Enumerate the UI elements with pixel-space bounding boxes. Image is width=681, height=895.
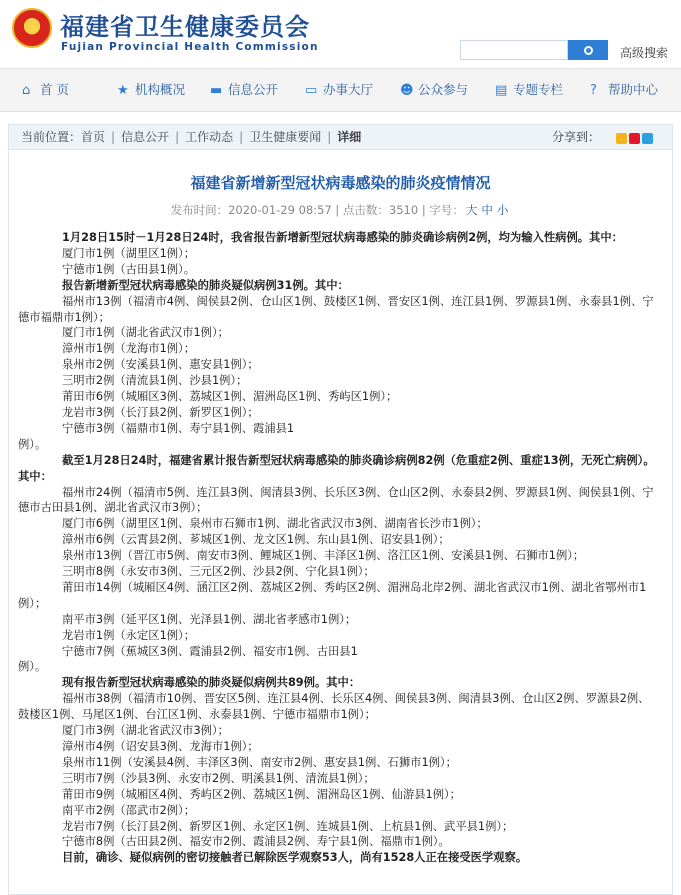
article-paragraph: 莆田市9例（城厢区4例、秀屿区2例、荔城区1例、湄洲岛区1例、仙游县1例）；: [62, 787, 461, 801]
article-paragraph: 三明市2例（清流县1例、沙县1例）；: [62, 374, 248, 388]
article-paragraph: 漳州市4例（诏安县3例、龙海市1例）；: [62, 740, 259, 753]
article-paragraph: 福州市24例（福清市5例、连江县3例、闽清县3例、长乐区3例、仓山区2例、永泰县2例、罗源县1例、闽侯县1例、宁德市古田县1例、湖北省武汉市3例）；: [18, 485, 654, 515]
site-header: [0, 0, 681, 68]
article-paragraph: 宁德市3例（福鼎市1例、寿宁县1例、霞浦县1: [62, 421, 295, 435]
article-paragraph: 泉州市13例（晋江市5例、南安市3例、鲤城区1例、丰泽区1例、洛江区1例、安溪县1例、石狮市1例）；: [62, 549, 585, 563]
article-paragraph: 福州市13例（福清市4例、闽侯县2例、仓山区1例、鼓楼区1例、晋安区1例、连江县1例、罗源县1例、永泰县1例、宁德市福鼎市1例）；: [18, 294, 654, 324]
article-paragraph: 宁德市1例（古田县1例）。: [62, 262, 195, 276]
share-label: 分享到：: [552, 130, 601, 144]
article-paragraph: 泉州市11例（安溪县4例、丰泽区3例、南安市2例、惠安县1例、石狮市1例）；: [62, 755, 457, 769]
breadcrumb-current: 详细: [337, 130, 362, 144]
article-paragraph: 龙岩市3例（长汀县2例、新罗区1例）；: [62, 405, 259, 419]
article-paragraph: 1月28日15时－1月28日24时，我省报告新增新型冠状病毒感染的肺炎确诊病例2例，均为输入性病例。其中：: [62, 231, 623, 244]
advanced-search-link[interactable]: 高级搜索: [620, 46, 669, 60]
search-button[interactable]: [568, 40, 608, 60]
folder-icon: ▬: [210, 83, 223, 98]
monitor-icon: ▭: [305, 83, 318, 98]
nav-item-help[interactable]: ? 帮助中心: [590, 69, 658, 111]
article-paragraph: 南平市3例（延平区1例、光泽县1例、湖北省孝感市1例）；: [62, 612, 357, 626]
breadcrumb-work[interactable]: 工作动态: [185, 130, 234, 144]
star-icon: ★: [117, 83, 129, 98]
article-paragraph: 厦门市1例（湖里区1例）；: [62, 246, 195, 260]
article-body: [18, 230, 658, 866]
article-meta: 发布时间：2020-01-29 08:57 | 点击数：3510 | 字号： 大 中 小: [170, 203, 509, 217]
site-title[interactable]: 福建省卫生健康委员会: [60, 13, 310, 41]
publish-date: 2020-01-29 08:57: [228, 203, 332, 217]
breadcrumb-home[interactable]: 首页: [81, 130, 106, 144]
nav-item-topics[interactable]: ▤ 专题专栏: [495, 69, 563, 111]
nav-item-info[interactable]: ▬ 信息公开: [210, 69, 278, 111]
breadcrumb-info[interactable]: 信息公开: [121, 130, 170, 144]
weibo-share-icon[interactable]: [629, 133, 640, 144]
article-paragraph: 例）。: [18, 660, 47, 674]
article-paragraph: 龙岩市7例（长汀县2例、新罗区1例、永定区1例、连城县1例、上杭县1例、武平县1例）；: [62, 819, 514, 833]
article-paragraph: 厦门市3例（湖北省武汉市3例）；: [62, 724, 229, 738]
nav-item-org[interactable]: ★ 机构概况: [117, 69, 185, 111]
article-paragraph: 截至1月28日24时，福建省累计报告新型冠状病毒感染的肺炎确诊病例82例（危重症2例、重症13例，无死亡病例）。其中：: [18, 453, 655, 483]
article-paragraph: 目前，确诊、疑似病例的密切接触者已解除医学观察53人，尚有1528人正在接受医学观察。: [62, 851, 528, 865]
font-size-large[interactable]: 大: [465, 203, 478, 217]
article-paragraph: 漳州市1例（龙海市1例）；: [62, 342, 195, 356]
article-paragraph: 宁德市8例（古田县2例、福安市2例、霞浦县2例、寿宁县1例、福鼎市1例）。: [62, 835, 450, 849]
article-paragraph: 厦门市6例（湖里区1例、泉州市石狮市1例、湖北省武汉市3例、湖南省长沙市1例）；: [62, 517, 488, 531]
qzone-share-icon[interactable]: [616, 133, 627, 144]
book-icon: ▤: [495, 83, 508, 98]
article-paragraph: 福州市38例（福清市10例、晋安区5例、连江县4例、长乐区4例、闽侯县3例、闽清县3例、仓山区2例、罗源县2例、鼓楼区1例、马尾区1例、台江区1例、永泰县1例、宁德市福鼎市1例）；: [18, 692, 650, 722]
article-paragraph: 三明市8例（永安市3例、三元区2例、沙县2例、宁化县1例）；: [62, 565, 375, 579]
article-paragraph: 报告新增新型冠状病毒感染的肺炎疑似病例31例。其中：: [62, 278, 349, 292]
breadcrumb: 当前位置：首页 | 信息公开 | 工作动态 | 卫生健康要闻 | 详细: [8, 124, 673, 150]
nav-item-home[interactable]: ⌂ 首 页: [22, 69, 69, 111]
article-paragraph: 现有报告新型冠状病毒感染的肺炎疑似病例共89例。其中：: [62, 676, 361, 690]
home-icon: ⌂: [22, 83, 31, 98]
breadcrumb-news[interactable]: 卫生健康要闻: [249, 130, 322, 144]
share-icons: [616, 129, 655, 148]
article-paragraph: 龙岩市1例（永定区1例）；: [62, 628, 195, 642]
article-paragraph: 泉州市2例（安溪县1例、惠安县1例）；: [62, 358, 259, 372]
article-paragraph: 厦门市1例（湖北省武汉市1例）；: [62, 326, 229, 340]
search-icon: [584, 46, 593, 55]
article-paragraph: 例）。: [18, 437, 47, 451]
tencent-share-icon[interactable]: [642, 133, 653, 144]
site-subtitle: Fujian Provincial Health Commission: [61, 41, 319, 53]
article-paragraph: 宁德市7例（蕉城区3例、霞浦县2例、福安市1例、古田县1: [62, 644, 358, 658]
article-paragraph: 南平市2例（邵武市2例）；: [62, 803, 195, 817]
article-paragraph: 莆田市14例（城厢区4例、涵江区2例、荔城区2例、秀屿区2例、湄洲岛北岸2例、湖北省武汉市1例、湖北省鄂州市1例）；: [18, 580, 647, 610]
nav-item-service[interactable]: ▭ 办事大厅: [305, 69, 373, 111]
help-icon: ?: [590, 83, 597, 98]
article-paragraph: 漳州市6例（云霄县2例、芗城区1例、龙文区1例、东山县1例、诏安县1例）；: [62, 533, 450, 547]
main-nav: [0, 68, 681, 112]
click-count: 3510: [388, 203, 419, 217]
font-size-medium[interactable]: 中: [481, 203, 493, 217]
national-emblem-icon: ★: [12, 8, 52, 48]
people-icon: ☻: [400, 83, 414, 98]
search-input[interactable]: [460, 40, 568, 60]
font-size-small[interactable]: 小: [496, 203, 509, 217]
nav-item-public[interactable]: ☻ 公众参与: [400, 69, 468, 111]
article-paragraph: 莆田市6例（城厢区3例、荔城区1例、湄洲岛区1例、秀屿区1例）；: [62, 390, 398, 404]
article-title: 福建省新增新型冠状病毒感染的肺炎疫情情况: [190, 174, 491, 192]
article-paragraph: 三明市7例（沙县3例、永安市2例、明溪县1例、清流县1例）；: [62, 771, 375, 785]
